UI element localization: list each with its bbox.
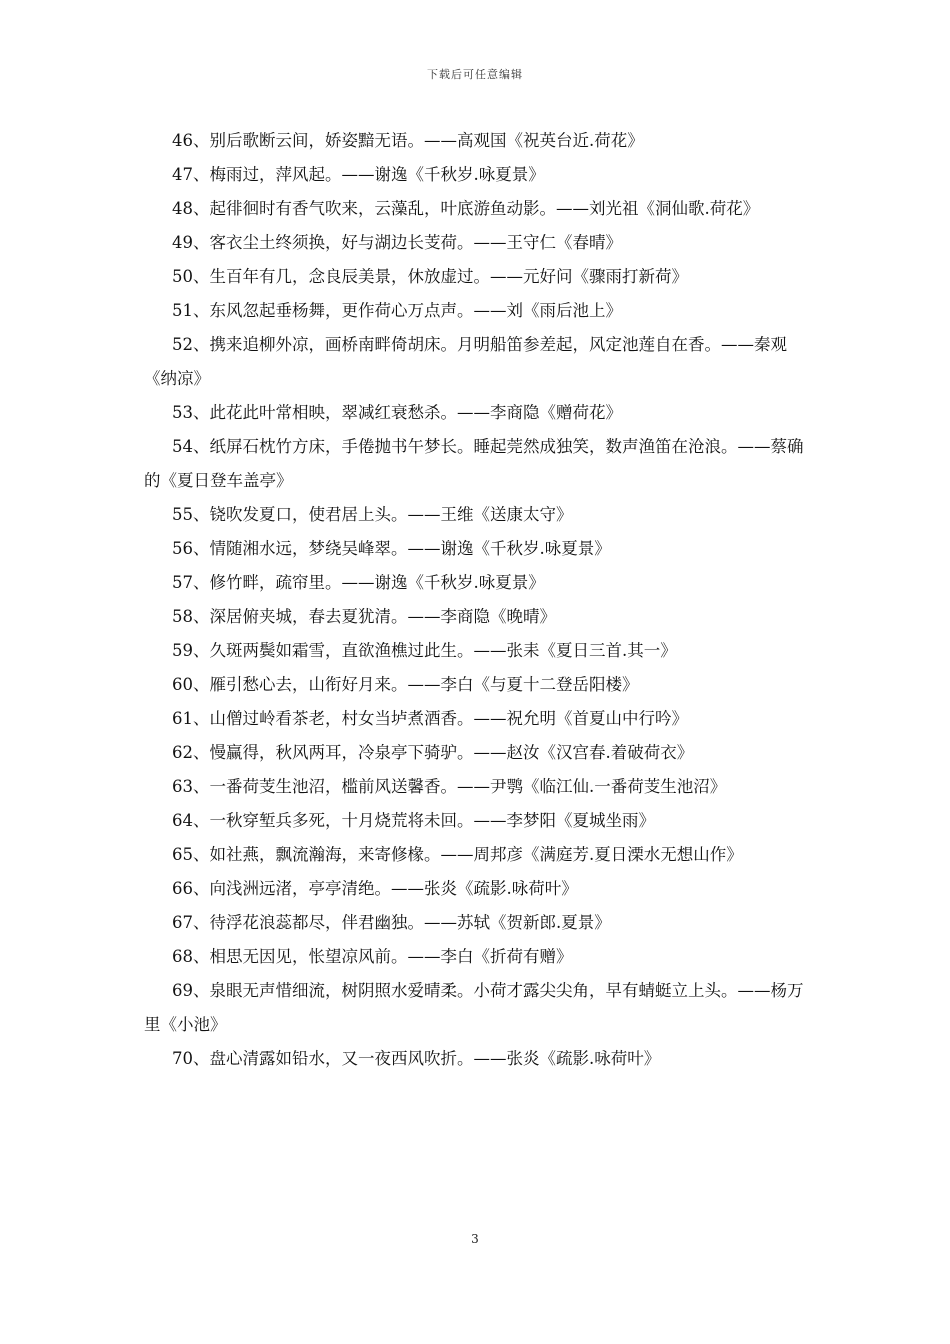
poem-entry-61: 61、山僧过岭看茶老，村女当垆煮酒香。——祝允明《首夏山中行吟》	[172, 709, 688, 728]
poem-entry-47: 47、梅雨过，萍风起。——谢逸《千秋岁.咏夏景》	[172, 165, 545, 184]
poem-entry-46: 46、别后歌断云间，娇姿黯无语。——高观国《祝英台近.荷花》	[172, 131, 644, 150]
poem-entry-62: 62、慢赢得，秋风两耳，冷泉亭下骑驴。——赵汝《汉宫春.着破荷衣》	[172, 743, 694, 762]
poem-entry-60: 60、雁引愁心去，山衔好月来。——李白《与夏十二登岳阳楼》	[172, 675, 639, 694]
poem-entry-69: 69、泉眼无声惜细流，树阴照水爱晴柔。小荷才露尖尖角，早有蜻蜓立上头。——杨万里《小池》	[144, 981, 804, 1034]
poem-entry-52: 52、携来追柳外凉，画桥南畔倚胡床。月明船笛参差起，风定池莲自在香。——秦观《纳凉》	[144, 335, 787, 388]
poem-entry-63: 63、一番荷芰生池沼，槛前风送馨香。——尹鹗《临江仙.一番荷芰生池沼》	[172, 777, 727, 796]
poem-entry-66: 66、向浅洲远渚，亭亭清绝。——张炎《疏影.咏荷叶》	[172, 879, 578, 898]
poem-entry-48: 48、起徘徊时有香气吹来，云藻乱，叶底游鱼动影。——刘光祖《洞仙歌.荷花》	[172, 199, 760, 218]
poem-entry-53: 53、此花此叶常相映，翠减红衰愁杀。——李商隐《赠荷花》	[172, 403, 622, 422]
poem-entry-51: 51、东风忽起垂杨舞，更作荷心万点声。——刘《雨后池上》	[172, 301, 622, 320]
poem-entry-57: 57、修竹畔，疏帘里。——谢逸《千秋岁.咏夏景》	[172, 573, 545, 592]
poem-entry-65: 65、如社燕，飘流瀚海，来寄修椽。——周邦彦《满庭芳.夏日溧水无想山作》	[172, 845, 743, 864]
page-header: 下载后可任意编辑	[427, 68, 523, 81]
poem-entry-49: 49、客衣尘土终须换，好与湖边长芰荷。——王守仁《春晴》	[172, 233, 622, 252]
poem-entry-50: 50、生百年有几，念良辰美景，休放虚过。——元好问《骤雨打新荷》	[172, 267, 688, 286]
poem-entry-55: 55、铙吹发夏口，使君居上头。——王维《送康太守》	[172, 505, 573, 524]
poem-entry-68: 68、相思无因见，怅望凉风前。——李白《折荷有赠》	[172, 947, 573, 966]
poem-entry-54: 54、纸屏石枕竹方床，手倦抛书午梦长。睡起莞然成独笑，数声渔笛在沧浪。——蔡确的《夏日登车盖亭》	[144, 437, 804, 490]
poem-entry-58: 58、深居俯夹城，春去夏犹清。——李商隐《晚晴》	[172, 607, 556, 626]
poem-entry-59: 59、久斑两鬓如霜雪，直欲渔樵过此生。——张耒《夏日三首.其一》	[172, 641, 677, 660]
poem-entry-64: 64、一秋穿堑兵多死，十月烧荒将未回。——李梦阳《夏城坐雨》	[172, 811, 655, 830]
page-number: 3	[471, 1232, 479, 1246]
poem-list	[144, 124, 808, 1076]
poem-entry-67: 67、待浮花浪蕊都尽，伴君幽独。——苏轼《贺新郎.夏景》	[172, 913, 611, 932]
poem-entry-70: 70、盘心清露如铅水，又一夜西风吹折。——张炎《疏影.咏荷叶》	[172, 1049, 661, 1068]
poem-entry-56: 56、情随湘水远，梦绕吴峰翠。——谢逸《千秋岁.咏夏景》	[172, 539, 611, 558]
